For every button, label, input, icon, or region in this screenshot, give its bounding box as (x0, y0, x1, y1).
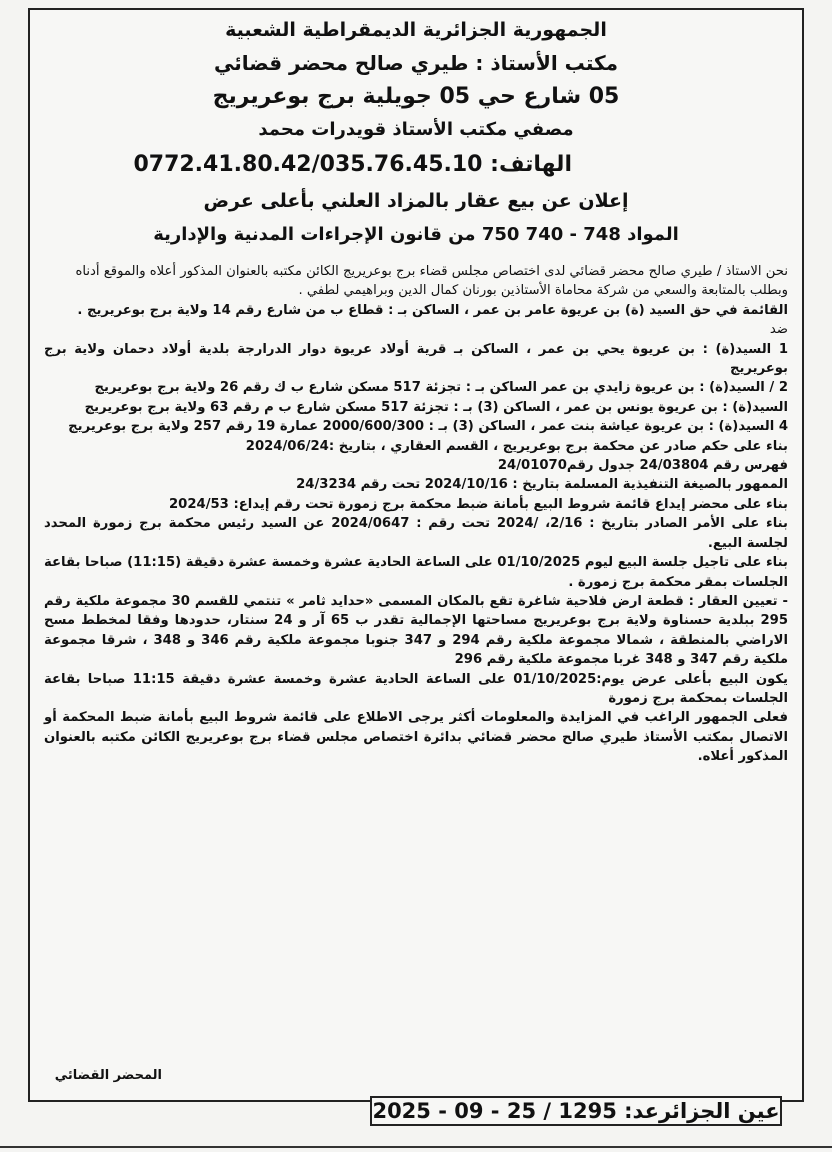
office-address: 05 شارع حي 05 جويلية برج بوعريريج (212, 84, 620, 109)
paragraph: يكون البيع بأعلى عرض يوم:01/10/2025 على الساعة الحادية عشرة وخمسة عشرة دقيقة 11:15 صباحا بقاعة الجلسات بمحكمة برج زمورة (44, 671, 788, 706)
office-name: مكتب الأستاذ : طيري صالح محضر قضائي (213, 51, 618, 75)
notice-header (30, 10, 802, 252)
divider (0, 1146, 832, 1148)
legal-notice (28, 8, 804, 1102)
paragraph: ضد (769, 322, 788, 338)
publication-reference (370, 1096, 782, 1126)
paragraph: القائمة في حق السيد (ة) بن عريوة عامر بن عمر ، الساكن بـ : قطاع ب من شارع رقم 14 ولاية برج بوعريريج . (77, 302, 788, 318)
notice-body (30, 252, 802, 767)
paragraph: وبطلب بالمتابعة والسعي من شركة محاماة الأستاذين بورنان كمال الدين وبراهيمي لطفي . (298, 283, 788, 299)
paragraph: 4 السيد(ة) : بن عريوة عياشة بنت عمر ، الساكن (3) بـ : 2000/600/300 عمارة 19 رقم 257 ولاية برج بوعريريج (68, 419, 788, 435)
paragraph: بناء على حكم صادر عن محكمة برج بوعريريج ، القسم العقاري ، بتاريخ :2024/06/24 (245, 438, 788, 454)
liquidator-name: مصفي مكتب الأستاذ قويدرات محمد (258, 119, 574, 140)
phone-numbers: الهاتف: 0772.41.80.42/035.76.45.10 (133, 152, 572, 177)
legal-articles: المواد 748 - 740 750 من قانون الإجراءات المدنية والإدارية (153, 224, 679, 245)
signature: المحضر القضائي (54, 1068, 162, 1083)
paragraph: فعلى الجمهور الراغب في المزايدة والمعلومات أكثر يرجى الاطلاع على قائمة شروط البيع بأمانة ضبط المحكمة أو الاتصال بمكتب الأستاذ طيري صالح محضر قضائي بدائرة اختصاص مجلس قضاء برج بوعريريج الكائن مكتبه بالعنوان المذكور أعلاه. (44, 710, 788, 765)
paragraph: بناء على تاجيل جلسة البيع ليوم 01/10/2025 على الساعة الحادية عشرة وخمسة عشرة دقيقة (11:15) صباحا بقاعة الجلسات بمقر محكمة برج زمورة . (44, 555, 788, 590)
paragraph: 2 / السيد(ة) : بن عريوة زايدي بن عمر الساكن بـ : تجزئة 517 مسكن شارع ب ك رقم 26 ولاية برج بوعريريج (94, 380, 788, 396)
paragraph: نحن الاستاذ / طيري صالح محضر قضائي لدى اختصاص مجلس قضاء برج بوعريريج الكائن مكتبه بالعنوان المذكور أعلاه والموقع أدناه (75, 264, 788, 279)
paragraph: بناء على الأمر الصادر بتاريخ : 2/16، /2024 تحت رقم : 2024/0647 عن السيد رئيس محكمة برج زمورة المحدد لجلسة البيع. (44, 516, 789, 551)
paragraph: السيد(ة) : بن عريوة يونس بن عمر ، الساكن (3) بـ : تجزئة 517 مسكن شارع ب م رقم 63 ولاية برج بوعريريج (84, 399, 788, 415)
notice-title: إعلان عن بيع عقار بالمزاد العلني بأعلى عرض (203, 190, 629, 212)
country-title: الجمهورية الجزائرية الديمقراطية الشعبية (225, 19, 607, 41)
paragraph: فهرس رقم 24/03804 جدول رقم24/01070 (497, 458, 788, 474)
paragraph: الممهور بالصيغة التنفيذية المسلمة بتاريخ : 2024/10/16 تحت رقم 24/3234 (296, 477, 788, 493)
paragraph: - تعيين العقار : قطعة ارض فلاحية شاغرة تقع بالمكان المسمى «حدايد ثامر » تنتمي للقسم 30 مجموعة ملكية رقم 295 ببلدية حسناوة ولاية برج بوعريريج مساحتها الإجمالية تقدر ب 65 آر و 24 سنتار، حدودها وفقا لمخطط مسح الاراضي بالمنطقة ، شمالا مجموعة ملكية رقم 294 و 347 جنوبا مجموعة ملكية رقم 346 و 348 ، شرقا مجموعة ملكية رقم 347 و 348 غربا مجموعة ملكية رقم 296 (44, 593, 789, 668)
paragraph: 1 السيد(ة) : بن عريوة يحي بن عمر ، الساكن بـ قرية أولاد عريوة دوار الدرارجة بلدية أولاد دحمان ولاية برج بوعريريج (44, 341, 788, 377)
paragraph: بناء على محضر إيداع قائمة شروط البيع بأمانة ضبط محكمة برج زمورة تحت رقم إيداع: 2024/53 (168, 496, 788, 512)
publication-reference-text: عين الجزائرعد: 1295 / 25 - 09 - 2025 (372, 1099, 780, 1123)
